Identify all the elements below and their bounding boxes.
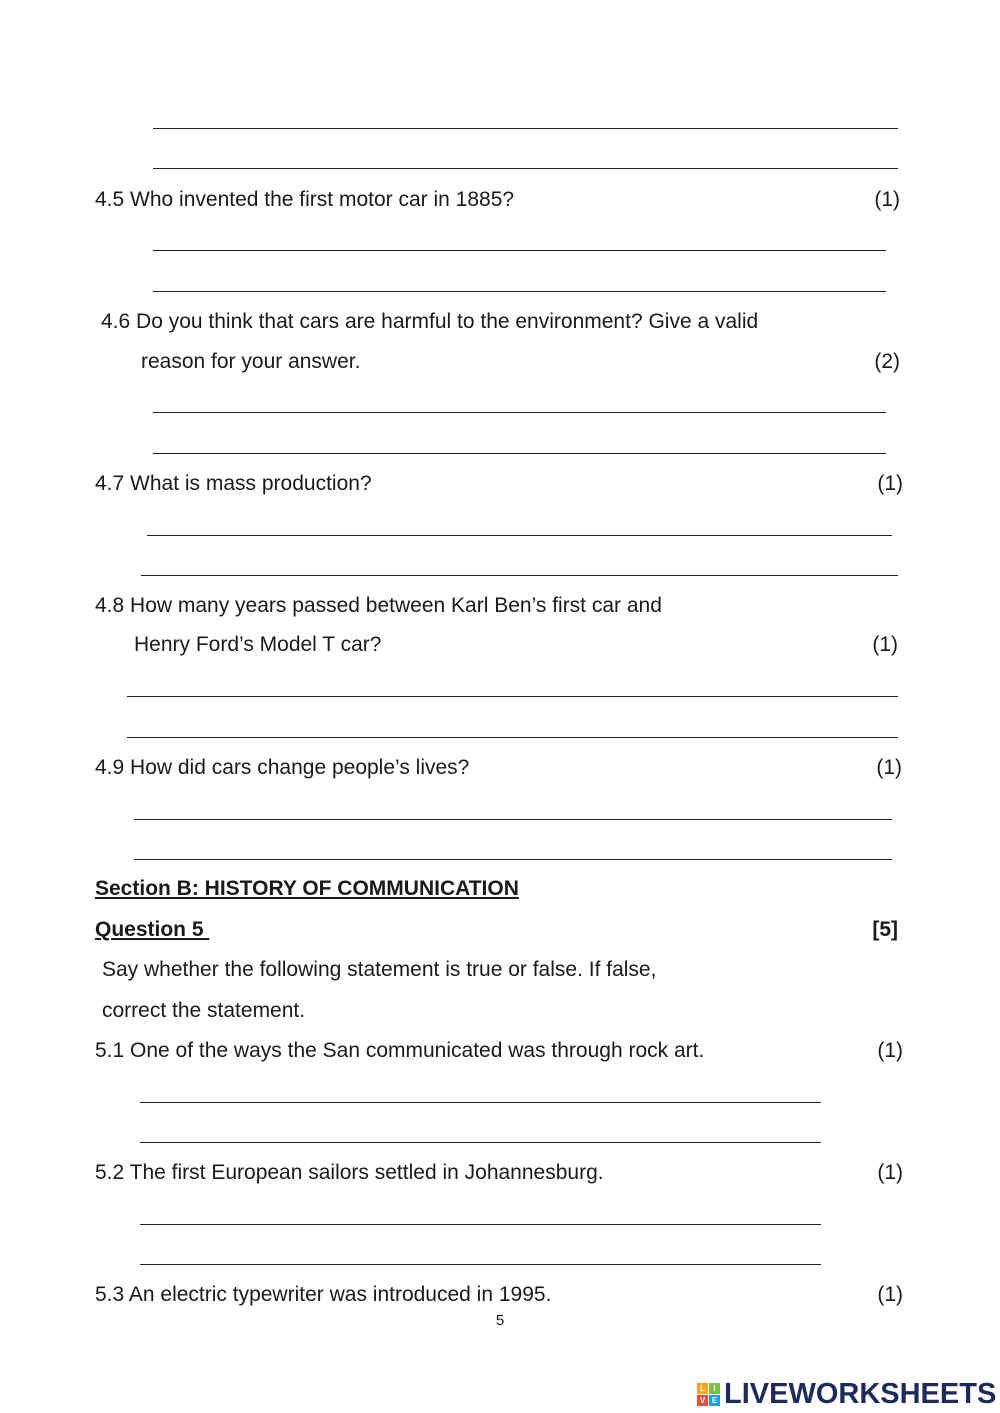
answer-line[interactable] bbox=[140, 1102, 821, 1103]
question-4-6-marks: (2) bbox=[874, 350, 900, 373]
statement-5-2-marks: (1) bbox=[877, 1161, 903, 1184]
question-4-7-text: 4.7 What is mass production? bbox=[95, 472, 372, 495]
question-4-6-text: 4.6 Do you think that cars are harmful to the environment? Give a valid bbox=[101, 310, 759, 333]
statement-5-3-marks: (1) bbox=[877, 1283, 903, 1306]
answer-line[interactable] bbox=[140, 1264, 821, 1265]
answer-line[interactable] bbox=[140, 1224, 821, 1225]
liveworksheets-logo-text: LIVEWORKSHEETS bbox=[724, 1378, 997, 1410]
page-number: 5 bbox=[495, 1312, 505, 1329]
logo-letter-i: I bbox=[709, 1383, 720, 1394]
question-5-label: Question 5 bbox=[95, 918, 210, 941]
answer-line[interactable] bbox=[153, 168, 898, 169]
section-b-title: Section B: HISTORY OF COMMUNICATION bbox=[95, 877, 519, 900]
section-b-instruction: Say whether the following statement is true or false. If false, bbox=[102, 958, 657, 981]
answer-line[interactable] bbox=[134, 819, 892, 820]
answer-line[interactable] bbox=[153, 412, 886, 413]
logo-letter-e: E bbox=[709, 1395, 720, 1406]
answer-line[interactable] bbox=[140, 1142, 821, 1143]
answer-line[interactable] bbox=[153, 128, 898, 129]
section-b-instruction-cont: correct the statement. bbox=[102, 999, 306, 1022]
answer-line[interactable] bbox=[127, 696, 898, 697]
logo-letter-l: L bbox=[697, 1383, 708, 1394]
answer-line[interactable] bbox=[153, 250, 886, 251]
liveworksheets-logo bbox=[697, 1380, 996, 1409]
question-4-5-marks: (1) bbox=[874, 188, 900, 211]
answer-line[interactable] bbox=[153, 453, 886, 454]
question-4-9-text: 4.9 How did cars change people’s lives? bbox=[95, 756, 470, 779]
statement-5-3-text: 5.3 An electric typewriter was introduced in 1995. bbox=[95, 1283, 552, 1306]
question-4-5-text: 4.5 Who invented the first motor car in 1885? bbox=[95, 188, 515, 211]
question-4-7-marks: (1) bbox=[877, 472, 903, 495]
question-4-8-marks: (1) bbox=[872, 633, 898, 656]
answer-line[interactable] bbox=[134, 859, 892, 860]
answer-line[interactable] bbox=[127, 737, 898, 738]
answer-line[interactable] bbox=[153, 291, 886, 292]
liveworksheets-logo-icon bbox=[697, 1383, 720, 1406]
question-4-8-text-cont: Henry Ford’s Model T car? bbox=[134, 633, 382, 656]
statement-5-1-text: 5.1 One of the ways the San communicated was through rock art. bbox=[95, 1039, 705, 1062]
statement-5-2-text: 5.2 The first European sailors settled in Johannesburg. bbox=[95, 1161, 604, 1184]
answer-line[interactable] bbox=[147, 535, 892, 536]
question-4-8-text: 4.8 How many years passed between Karl Ben’s first car and bbox=[95, 594, 662, 617]
question-5-total: [5] bbox=[872, 918, 898, 941]
answer-line[interactable] bbox=[141, 575, 898, 576]
statement-5-1-marks: (1) bbox=[877, 1039, 903, 1062]
logo-letter-v: V bbox=[697, 1395, 708, 1406]
question-4-6-text-cont: reason for your answer. bbox=[141, 350, 361, 373]
question-4-9-marks: (1) bbox=[876, 756, 902, 779]
